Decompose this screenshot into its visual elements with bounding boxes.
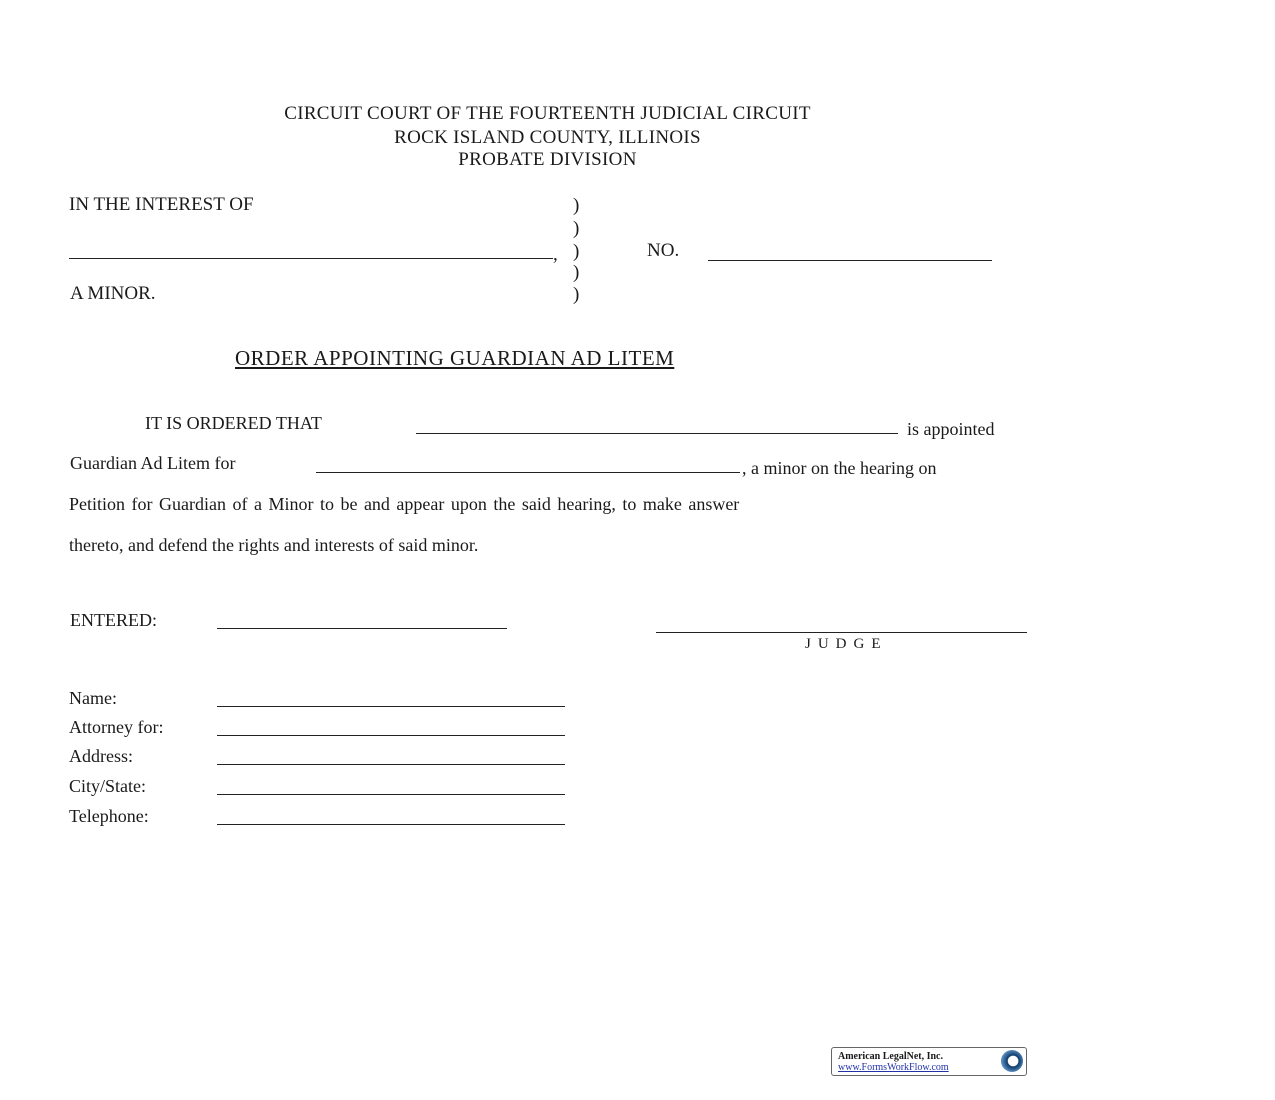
petition-text: Petition for Guardian of a Minor to be and appear upon the said hearing, to make answer — [69, 494, 740, 514]
defend-text: thereto, and defend the rights and interests of said minor. — [69, 535, 479, 555]
minor-line — [316, 472, 740, 473]
name-label: Name: — [69, 688, 117, 708]
hearing-text: , a minor on the hearing on — [742, 458, 937, 478]
attorney-for-label: Attorney for: — [69, 717, 164, 737]
county-name: ROCK ISLAND COUNTY, ILLINOIS — [394, 127, 701, 148]
order-title: ORDER APPOINTING GUARDIAN AD LITEM — [235, 346, 675, 370]
entered-date-line — [217, 628, 507, 629]
ordered-text: IT IS ORDERED THAT — [145, 413, 322, 433]
attorney-for-line — [217, 735, 565, 736]
case-number-label: NO. — [647, 240, 680, 261]
telephone-line — [217, 824, 565, 825]
interest-of-label: IN THE INTEREST OF — [69, 194, 254, 215]
judge-signature-line — [656, 632, 1027, 633]
minor-name-line — [69, 258, 553, 259]
court-name: CIRCUIT COURT OF THE FOURTEENTH JUDICIAL CIRCUIT — [284, 103, 811, 124]
american-legalnet-logo — [831, 1047, 1027, 1076]
caption-paren: ) — [573, 195, 580, 216]
telephone-label: Telephone: — [69, 806, 149, 826]
judge-label: JUDGE — [805, 636, 888, 652]
caption-paren: ) — [573, 262, 580, 283]
appointed-text: is appointed — [907, 419, 995, 439]
logo-url-link[interactable]: www.FormsWorkFlow.com — [838, 1062, 949, 1073]
caption-paren: ) — [573, 241, 580, 262]
case-number-line — [708, 260, 992, 261]
name-line — [217, 706, 565, 707]
entered-label: ENTERED: — [70, 610, 157, 630]
comma: , — [553, 244, 558, 265]
minor-label: A MINOR. — [70, 283, 156, 304]
globe-icon — [1001, 1050, 1023, 1072]
caption-paren: ) — [573, 284, 580, 305]
address-line — [217, 764, 565, 765]
address-label: Address: — [69, 746, 133, 766]
guardian-for-text: Guardian Ad Litem for — [70, 453, 236, 473]
city-state-line — [217, 794, 565, 795]
city-state-label: City/State: — [69, 776, 147, 796]
guardian-name-line — [416, 433, 898, 434]
division-name: PROBATE DIVISION — [458, 149, 637, 170]
logo-company: American LegalNet, Inc. — [838, 1051, 943, 1062]
caption-paren: ) — [573, 218, 580, 239]
